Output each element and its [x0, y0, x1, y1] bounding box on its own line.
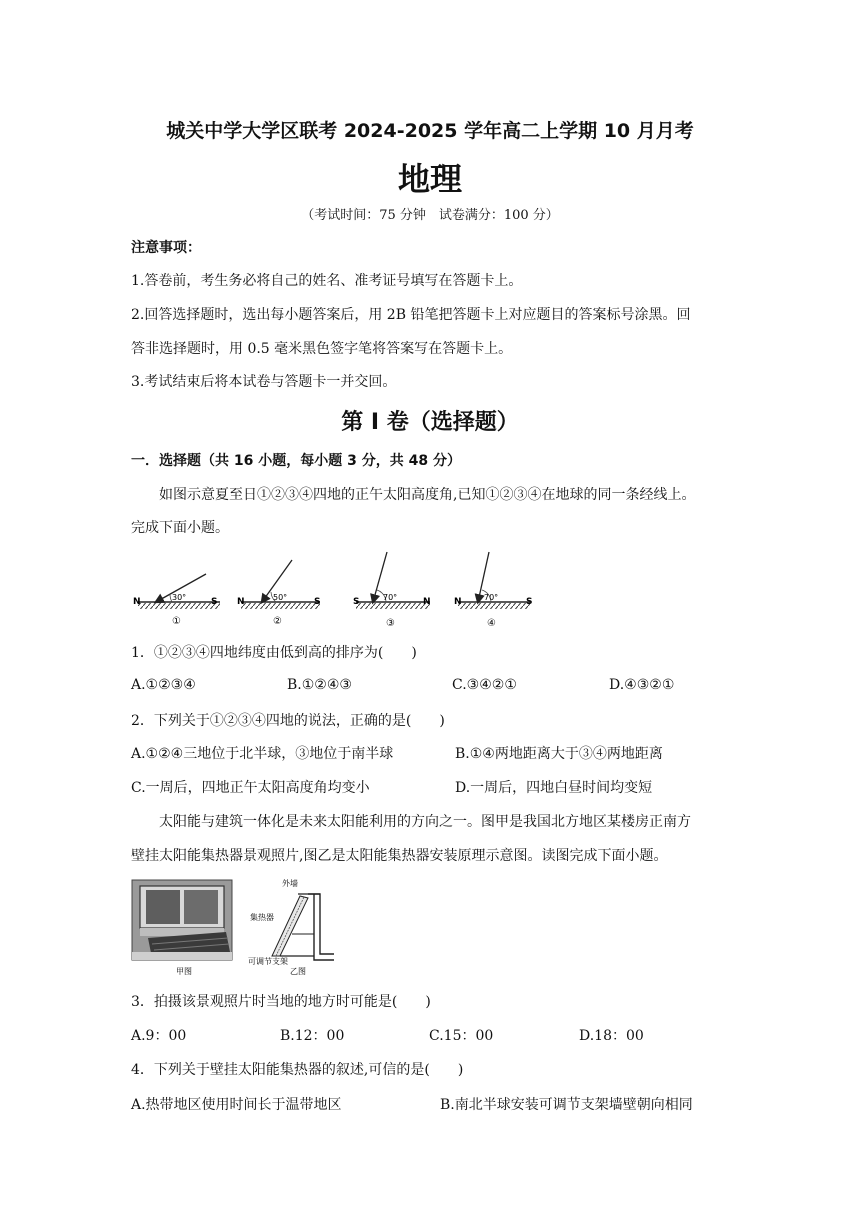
panel-3-left-label: S [353, 597, 360, 607]
notice-item-2-line-2: 答非选择题时，用 0.5 毫米黑色签字笔将答案写在答题卡上。 [131, 341, 513, 357]
panel-4-number: ④ [487, 618, 496, 629]
question-3-stem: 3．拍摄该景观照片时当地的地方时可能是( ) [131, 994, 431, 1010]
solar-collector-figure [130, 874, 350, 978]
panel-4-right-label: S [526, 597, 533, 607]
panel-4-left-label: N [454, 597, 462, 607]
passage-1-line-2: 完成下面小题。 [131, 520, 229, 536]
panel-2-left-label: N [237, 597, 245, 607]
panel-1-angle: 30° [172, 593, 187, 602]
question-2-option-d: D.一周后，四地白昼时间均变短 [455, 780, 653, 796]
panel-4-angle: 70° [484, 593, 499, 602]
panel-2-right-label: S [314, 597, 321, 607]
solar-collector-diagram [272, 894, 334, 960]
question-4-stem: 4．下列关于壁挂太阳能集热器的叙述,可信的是( ) [131, 1062, 464, 1078]
question-1-option-a: A.①②③④ [131, 677, 196, 693]
exam-info: （考试时间：75 分钟 试卷满分：100 分） [301, 208, 559, 223]
passage-1-line-1: 如图示意夏至日①②③④四地的正午太阳高度角,已知①②③④在地球的同一条经线上。 [159, 487, 696, 503]
notice-item-3: 3.考试结束后将本试卷与答题卡一并交回。 [131, 374, 397, 390]
question-1-option-c: C.③④②① [452, 677, 517, 693]
question-3-option-b: B.12：00 [280, 1028, 345, 1044]
panel-2-angle: 50° [273, 593, 288, 602]
notice-heading: 注意事项： [131, 240, 201, 256]
question-2-option-b: B.①④两地距离大于③④两地距离 [455, 746, 663, 762]
question-1-option-b: B.①②④③ [287, 677, 352, 693]
question-2-option-c: C.一周后，四地正午太阳高度角均变小 [131, 780, 370, 796]
solar-collector-photo [132, 880, 232, 960]
question-3-option-a: A.9：00 [131, 1028, 187, 1044]
question-1-option-d: D.④③②① [609, 677, 675, 693]
panel-3-right-label: N [423, 597, 431, 607]
sun-angle-panel-1 [133, 574, 220, 627]
notice-item-1: 1.答卷前，考生务必将自己的姓名、准考证号填写在答题卡上。 [131, 273, 523, 289]
wall-label: 外墙 [282, 879, 298, 888]
exam-title: 城关中学大学区联考 2024-2025 学年高二上学期 10 月月考 [166, 120, 694, 142]
panel-1-number: ① [172, 616, 181, 627]
collector-label: 集热器 [250, 913, 274, 922]
bracket-label: 可调节支架 [248, 957, 288, 966]
notice-item-2-line-1: 2.回答选择题时，选出每小题答案后，用 2B 铅笔把答题卡上对应题目的答案标号涂黑。回 [131, 307, 691, 323]
part-heading: 一．选择题（共 16 小题，每小题 3 分，共 48 分） [131, 453, 461, 469]
section-title: 第 I 卷（选择题） [341, 410, 519, 435]
passage-2-line-1: 太阳能与建筑一体化是未来太阳能利用的方向之一。图甲是我国北方地区某楼房正南方 [159, 814, 691, 830]
panel-1-left-label: N [133, 597, 141, 607]
sun-angle-panel-2 [237, 560, 320, 627]
figure-b-caption: 乙图 [290, 967, 306, 976]
panel-3-number: ③ [386, 618, 395, 629]
question-3-option-d: D.18：00 [579, 1028, 644, 1044]
figure-a-caption: 甲图 [176, 967, 192, 976]
sun-angle-figure [128, 546, 548, 636]
panel-1-right-label: S [211, 597, 218, 607]
sun-angle-panel-3 [353, 552, 431, 629]
question-2-stem: 2．下列关于①②③④四地的说法，正确的是( ) [131, 713, 445, 729]
question-2-option-a: A.①②④三地位于北半球，③地位于南半球 [131, 746, 394, 762]
question-4-option-a: A.热带地区使用时间长于温带地区 [131, 1097, 342, 1113]
passage-2-line-2: 壁挂太阳能集热器景观照片,图乙是太阳能集热器安装原理示意图。读图完成下面小题。 [131, 848, 668, 864]
question-1-stem: 1．①②③④四地纬度由低到高的排序为( ) [131, 645, 417, 661]
question-3-option-c: C.15：00 [429, 1028, 494, 1044]
sun-angle-panel-4 [454, 552, 532, 629]
panel-2-number: ② [273, 616, 282, 627]
question-4-option-b: B.南北半球安装可调节支架墙壁朝向相同 [440, 1097, 693, 1113]
subject-title: 地理 [397, 160, 462, 198]
panel-3-angle: 70° [383, 593, 398, 602]
